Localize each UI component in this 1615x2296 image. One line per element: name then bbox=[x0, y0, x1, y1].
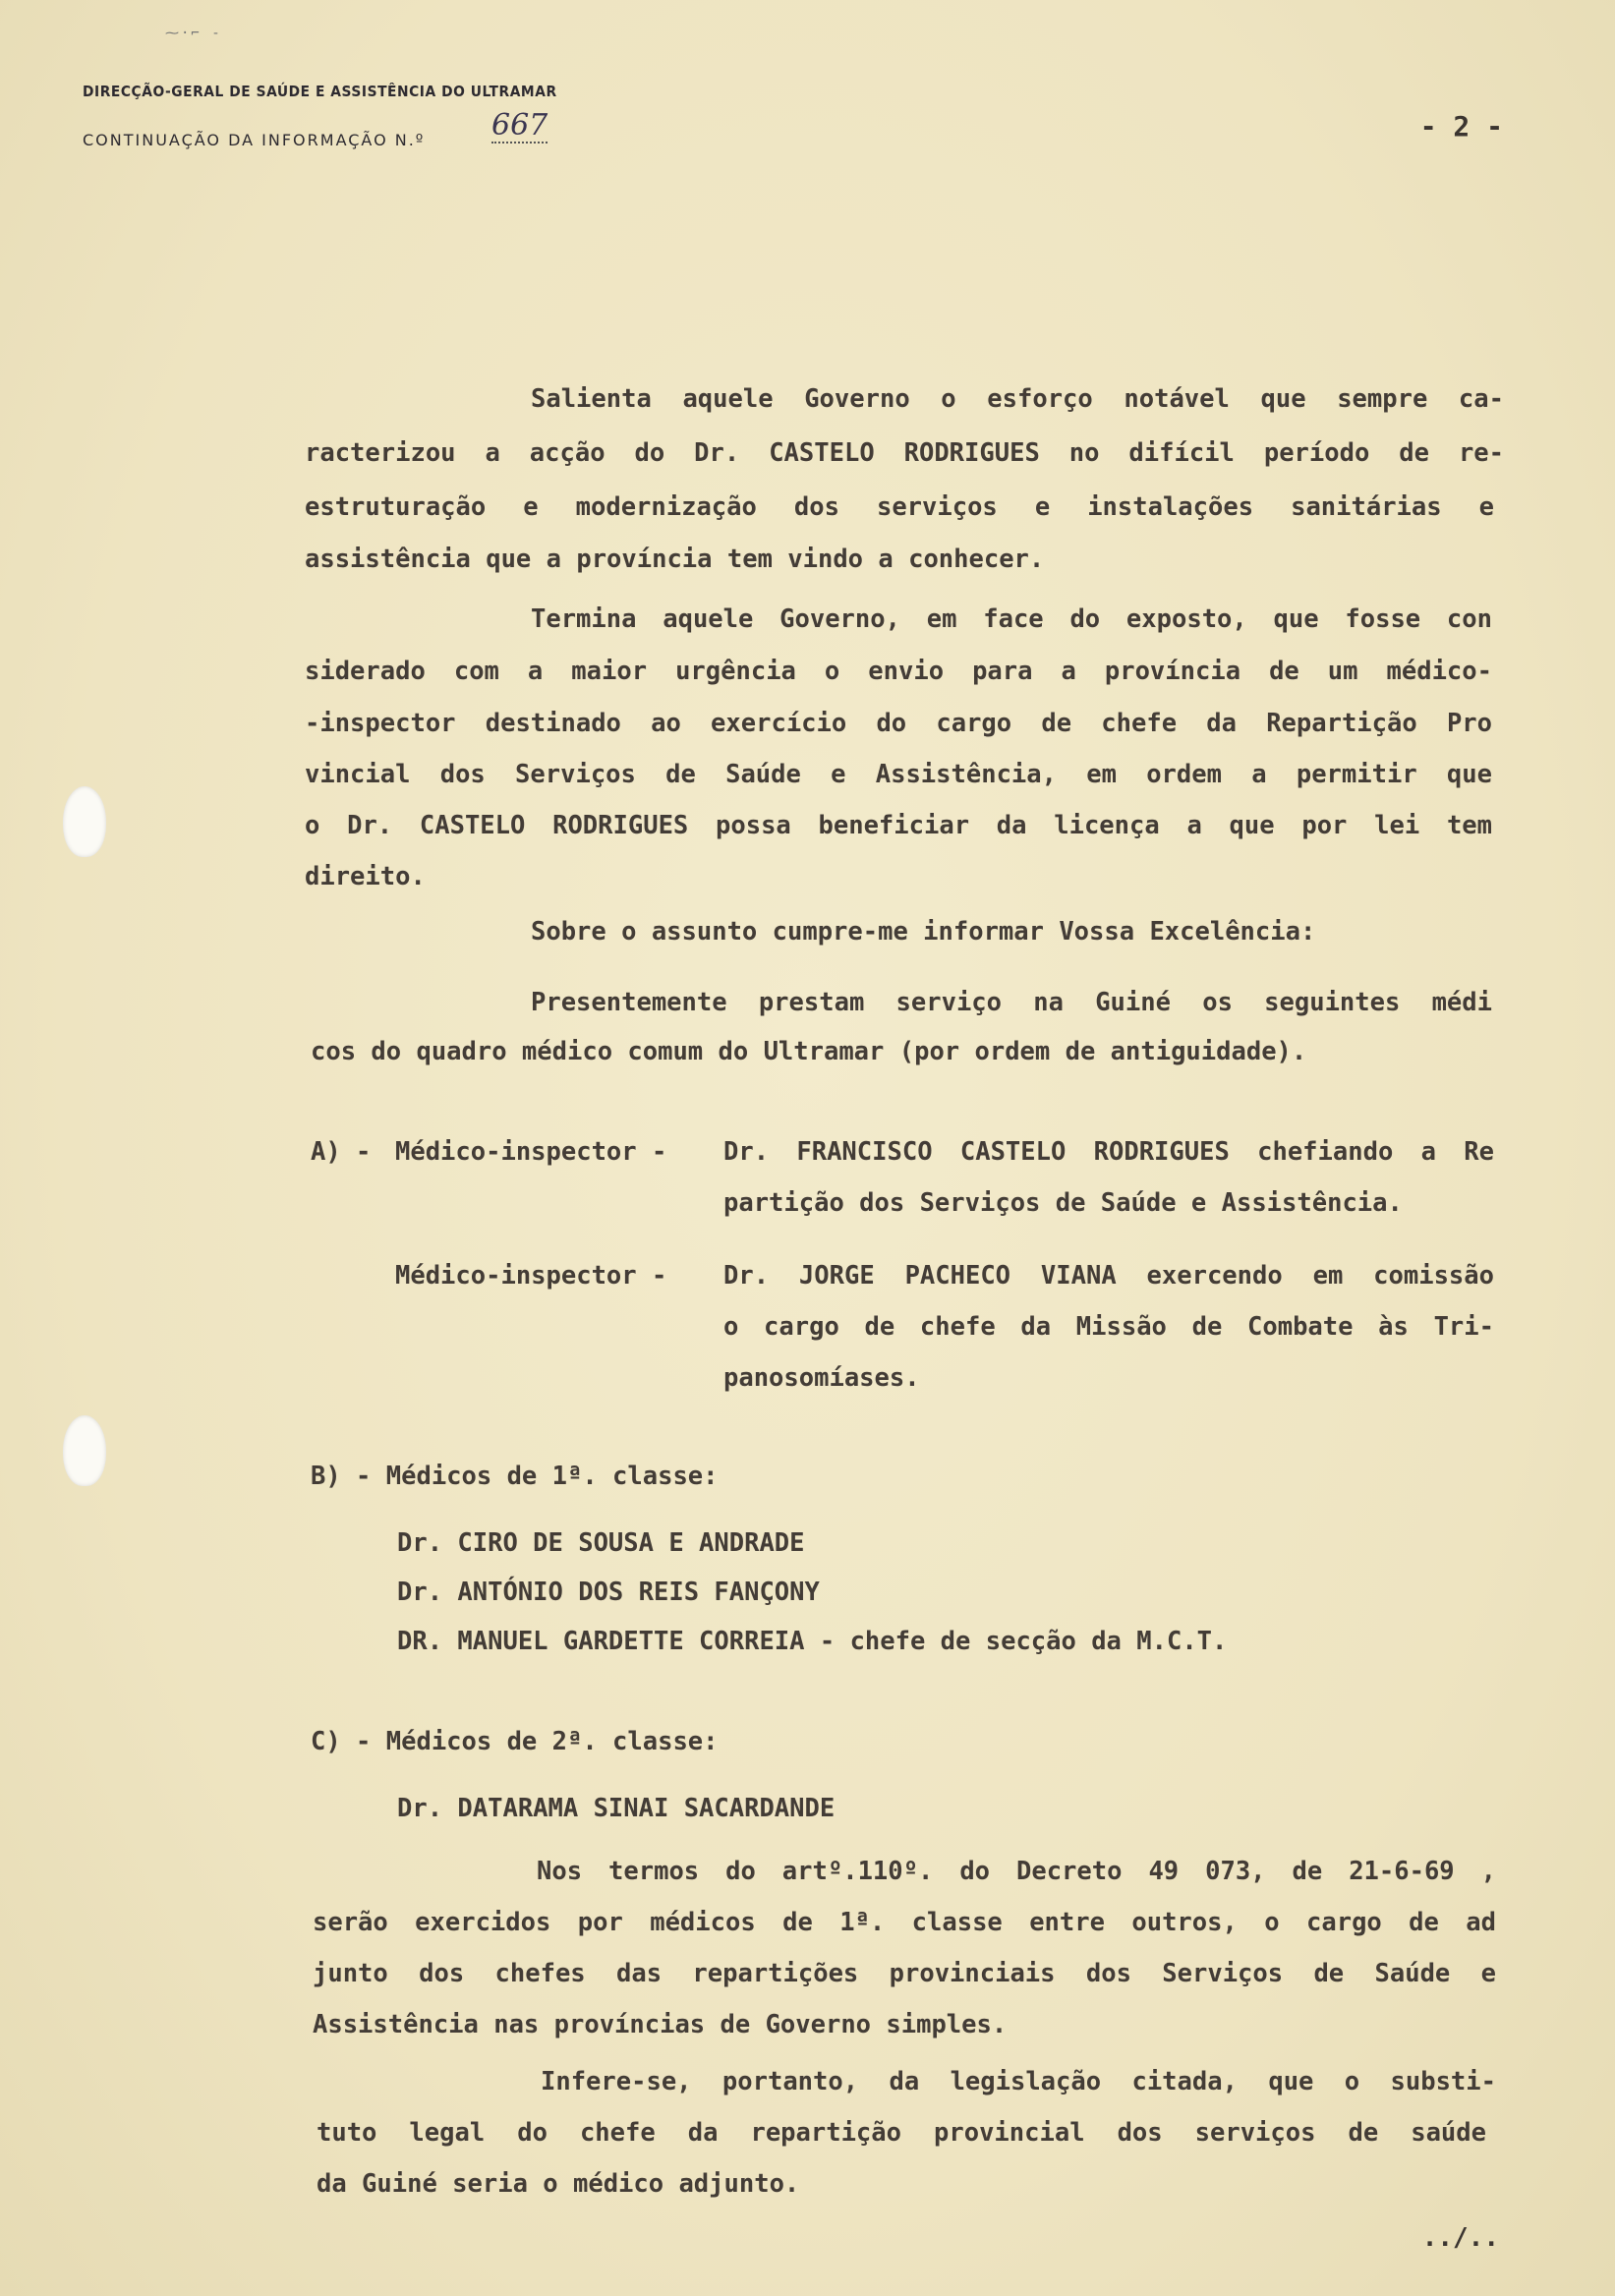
paragraph-5-line: Nos termos do artº.110º. do Decreto 49 073, de 21-6-69 , bbox=[537, 1857, 1496, 1886]
section-c-heading: C) - Médicos de 2ª. classe: bbox=[311, 1727, 719, 1756]
paragraph-5-line: Assistência nas províncias de Governo simples. bbox=[313, 2010, 1008, 2039]
punch-hole-bottom bbox=[63, 1415, 106, 1486]
paragraph-6-line: tuto legal do chefe da repartição provincial dos serviços de saúde bbox=[317, 2118, 1486, 2148]
paragraph-6-line: da Guiné seria o médico adjunto. bbox=[317, 2169, 800, 2199]
paragraph-4-line: cos do quadro médico comum do Ultramar (por ordem de antiguidade). bbox=[311, 1037, 1307, 1066]
section-a-entry-line: panosomíases. bbox=[723, 1363, 920, 1393]
section-a-entry-line: Dr. FRANCISCO CASTELO RODRIGUES chefiando a Re bbox=[723, 1137, 1494, 1167]
paragraph-1-line: assistência que a província tem vindo a conhecer. bbox=[305, 545, 1045, 574]
paragraph-1-line: estruturação e modernização dos serviços e instalações sanitárias e bbox=[305, 492, 1494, 522]
paragraph-4-line: Presentemente prestam serviço na Guiné os seguintes médi bbox=[531, 988, 1492, 1017]
paragraph-5-line: serão exercidos por médicos de 1ª. classe entre outros, o cargo de ad bbox=[313, 1908, 1496, 1937]
punch-hole-top bbox=[63, 786, 106, 857]
paragraph-2-line: o Dr. CASTELO RODRIGUES possa beneficiar da licença a que por lei tem bbox=[305, 811, 1492, 840]
paragraph-1-line: Salienta aquele Governo o esforço notável que sempre ca- bbox=[531, 384, 1504, 414]
section-b-doctor: DR. MANUEL GARDETTE CORREIA - chefe de secção da M.C.T. bbox=[397, 1627, 1228, 1656]
paragraph-2-line: vincial dos Serviços de Saúde e Assistência, em ordem a permitir que bbox=[305, 760, 1492, 789]
paragraph-3: Sobre o assunto cumpre-me informar Vossa Excelência: bbox=[531, 917, 1316, 947]
section-c-doctor: Dr. DATARAMA SINAI SACARDANDE bbox=[397, 1794, 836, 1823]
paragraph-5-line: junto dos chefes das repartições provinciais dos Serviços de Saúde e bbox=[313, 1959, 1496, 1988]
page-number: - 2 - bbox=[1419, 110, 1503, 143]
section-b-doctor: Dr. CIRO DE SOUSA E ANDRADE bbox=[397, 1528, 805, 1558]
section-a-title: Médico-inspector - bbox=[395, 1137, 667, 1167]
section-b-doctor: Dr. ANTÓNIO DOS REIS FANÇONY bbox=[397, 1578, 820, 1607]
paragraph-2-line: Termina aquele Governo, em face do exposto, que fosse con bbox=[531, 604, 1492, 634]
paragraph-2-line: direito. bbox=[305, 862, 426, 891]
section-a-entry-line: o cargo de chefe da Missão de Combate às Tri- bbox=[723, 1312, 1494, 1342]
paragraph-2-line: siderado com a maior urgência o envio para a província de um médico- bbox=[305, 657, 1492, 686]
paragraph-1-line: racterizou a acção do Dr. CASTELO RODRIGUES no difícil período de re- bbox=[305, 438, 1504, 468]
continuation-label: CONTINUAÇÃO DA INFORMAÇÃO N.º bbox=[83, 131, 426, 149]
paragraph-6-line: Infere-se, portanto, da legislação citada, que o substi- bbox=[541, 2067, 1496, 2096]
department-header: DIRECÇÃO-GERAL DE SAÚDE E ASSISTÊNCIA DO ULTRAMAR bbox=[83, 83, 557, 100]
paragraph-2-line: -inspector destinado ao exercício do cargo de chefe da Repartição Pro bbox=[305, 709, 1492, 738]
info-number: 667 bbox=[491, 108, 548, 143]
section-b-heading: B) - Médicos de 1ª. classe: bbox=[311, 1462, 719, 1491]
section-a-entry-line: Dr. JORGE PACHECO VIANA exercendo em comissão bbox=[723, 1261, 1494, 1291]
section-a-label: A) - bbox=[311, 1137, 372, 1167]
section-a-title: Médico-inspector - bbox=[395, 1261, 667, 1291]
continuation-mark: ../.. bbox=[1421, 2223, 1499, 2253]
top-pencil-mark: ⁓·⌐ - bbox=[165, 26, 222, 41]
section-a-entry-line: partição dos Serviços de Saúde e Assistência. bbox=[723, 1188, 1403, 1218]
